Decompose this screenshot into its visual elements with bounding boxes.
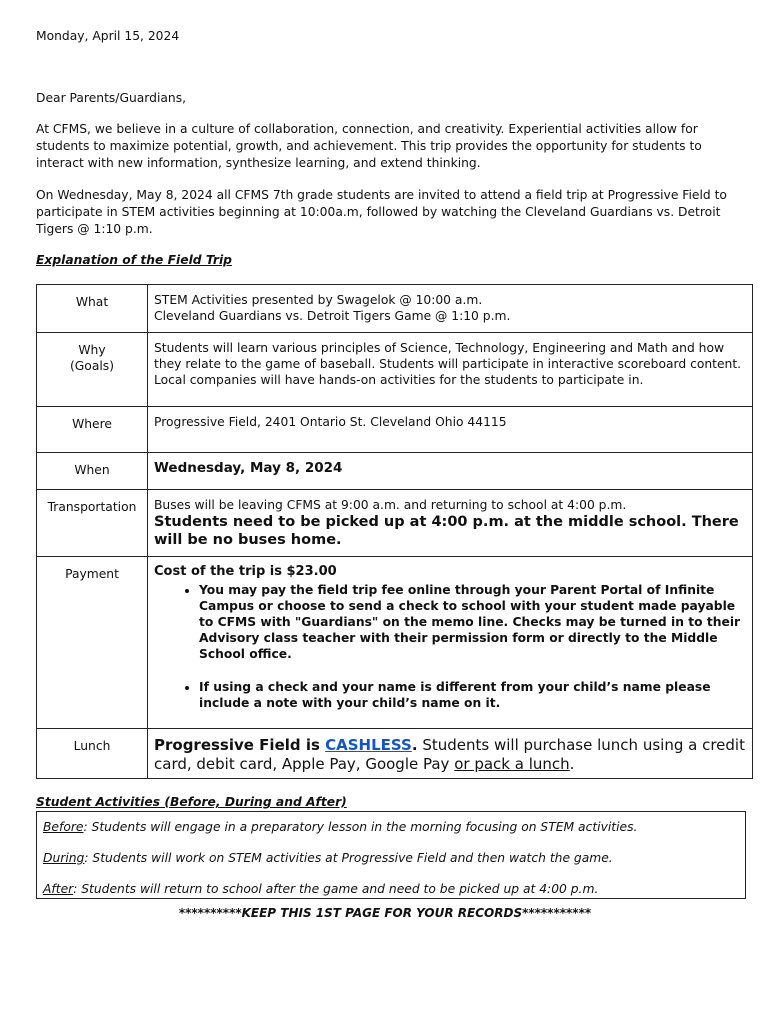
where-text: Progressive Field, 2401 Ontario St. Cleveland Ohio 44115 <box>148 407 753 453</box>
payment-bullet-check: • If using a check and your name is different from your child’s name please include a note with your child’s name on it. <box>199 679 746 711</box>
trip-paragraph: On Wednesday, May 8, 2024 all CFMS 7th grade students are invited to attend a field trip at Progressive Field to participate in STEM activities beginning at 10:00a.m, followed by watching the Cleveland Guardians vs. Detroit Tigers @ 1:10 p.m. <box>36 188 727 236</box>
payment-cost: Cost of the trip is $23.00 <box>154 564 337 579</box>
row-transportation <box>37 490 753 557</box>
letter-date: Monday, April 15, 2024 <box>36 29 180 43</box>
row-where <box>37 407 753 453</box>
when-text: Wednesday, May 8, 2024 <box>148 453 753 490</box>
activities-box <box>36 811 746 899</box>
row-when <box>37 453 753 490</box>
explanation-heading: Explanation of the Field Trip <box>36 253 232 267</box>
what-line-1: STEM Activities presented by Swagelok @ 10:00 a.m. <box>154 293 483 307</box>
pack-lunch-text: or pack a lunch <box>454 755 570 773</box>
what-label: What <box>37 285 148 333</box>
where-label: Where <box>37 407 148 453</box>
salutation: Dear Parents/Guardians, <box>36 91 187 105</box>
row-what <box>37 285 753 333</box>
when-label: When <box>37 453 148 490</box>
transportation-label: Transportation <box>37 490 148 557</box>
activity-after: After: Students will return to school after the game and need to be picked up at 4:00 p.m. <box>43 882 599 896</box>
transport-line-2: Students need to be picked up at 4:00 p.m. at the middle school. There will be no buses home. <box>154 514 739 548</box>
lunch-text: Progressive Field is CASHLESS. Students will purchase lunch using a credit card, debit card, Apple Pay, Google Pay or pack a lunch. <box>148 729 753 779</box>
cashless-link[interactable]: CASHLESS <box>325 736 412 754</box>
activity-before: Before: Students will engage in a preparatory lesson in the morning focusing on STEM activities. <box>43 820 638 834</box>
row-lunch <box>37 729 753 779</box>
activity-during: During: Students will work on STEM activities at Progressive Field and then watch the game. <box>43 851 613 865</box>
transport-line-1: Buses will be leaving CFMS at 9:00 a.m. and returning to school at 4:00 p.m. <box>154 498 627 512</box>
payment-label: Payment <box>37 557 148 729</box>
intro-paragraph: At CFMS, we believe in a culture of collaboration, connection, and creativity. Experiential activities allow for students to maximize potential, growth, and achievement. This trip provides the opportunity for students to interact with new information, synthesize learning, and extend thinking. <box>36 122 702 170</box>
why-label: Why <box>78 343 106 357</box>
why-text: Students will learn various principles of Science, Technology, Engineering and Math and how they relate to the game of baseball. Students will participate in interactive scoreboard content. Local companies will have hands-on activities for the students to participate in. <box>148 333 753 407</box>
what-line-2: Cleveland Guardians vs. Detroit Tigers Game @ 1:10 p.m. <box>154 309 511 323</box>
payment-list <box>154 582 746 711</box>
why-sublabel: (Goals) <box>69 359 114 373</box>
lunch-label: Lunch <box>37 729 148 779</box>
activities-heading: Student Activities (Before, During and After) <box>36 795 347 809</box>
row-why <box>37 333 753 407</box>
row-payment <box>37 557 753 729</box>
field-trip-table <box>36 284 753 779</box>
payment-bullet-online: • You may pay the field trip fee online through your Parent Portal of Infinite Campus or choose to send a check to school with your student made payable to CFMS with "Guardians" on the memo line. Checks may be turned in to their Advisory class teacher with their permission form or directly to the Middle School office. <box>199 582 746 662</box>
records-note: **********KEEP THIS 1ST PAGE FOR YOUR RECORDS*********** <box>178 906 592 920</box>
